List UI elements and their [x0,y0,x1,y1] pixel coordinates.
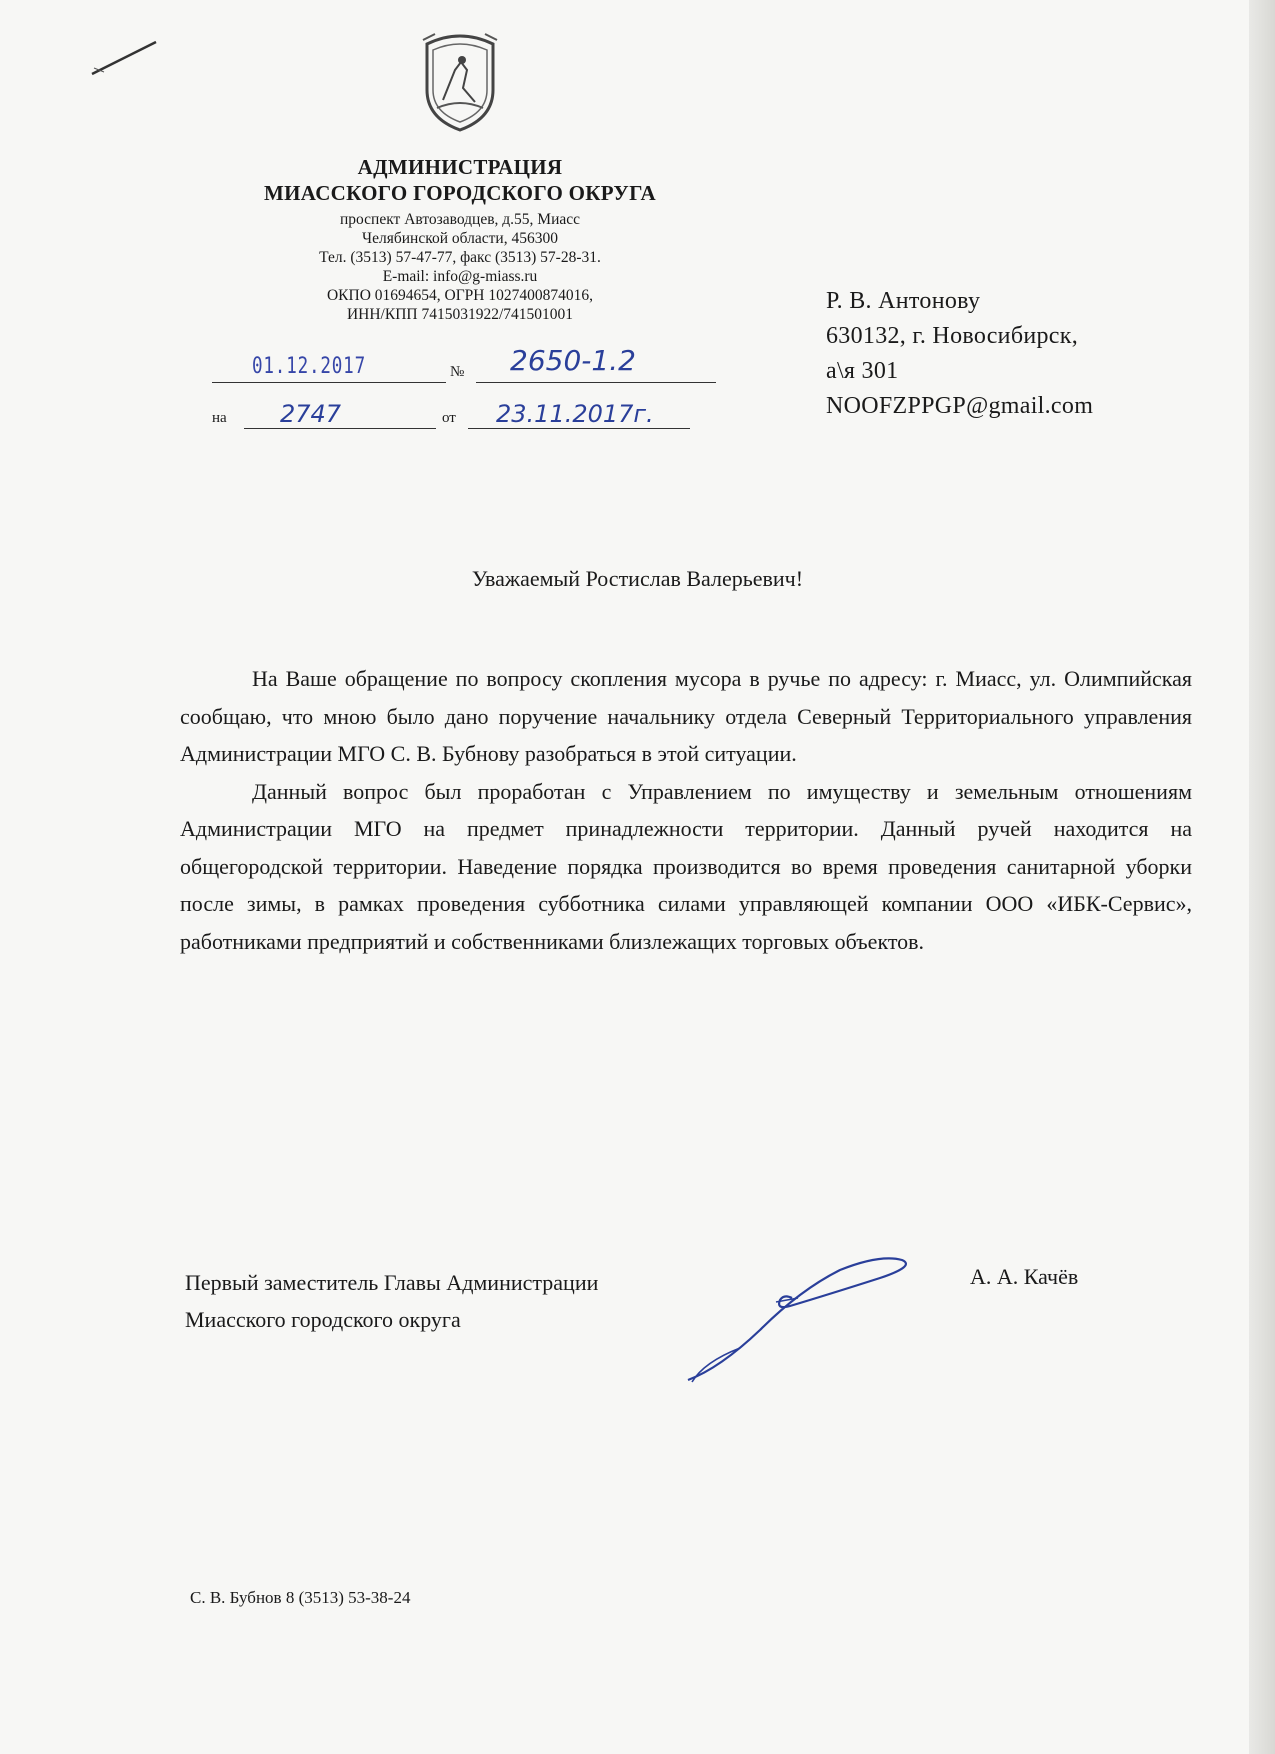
number-underline [476,382,716,383]
salutation: Уважаемый Ростислав Валерьевич! [471,566,804,591]
body-paragraph: Данный вопрос был проработан с Управлением по имуществу и земельным отношениям Администрации МГО на предмет принадлежности территории. Данный ручей находится на общегородской территории. Наведение порядка производится во время проведения санитарной уборки после зимы, в рамках проведения субботника силами управляющей компании ООО «ИБК-Сервис», работниками предприятий и собственниками близлежащих торговых объектов. [180,778,1192,954]
executor-contact: С. В. Бубнов 8 (3513) 53-38-24 [190,1588,411,1607]
letterhead [180,30,740,324]
ref-date: 23.11.2017г. [496,400,654,428]
body-paragraph: На Ваше обращение по вопросу скопления мусора в ручье по адресу: г. Миасс, ул. Олимпийская сообщаю, что мною было дано поручение начальнику отдела Северный Территориального управления Администрации МГО С. В. Бубнову разобраться в этой ситуации. [180,666,1192,766]
email-line: E-mail: info@g-miass.ru [382,268,538,285]
date-stamp: 01.12.2017 [252,354,366,379]
signatory-position [185,1264,598,1338]
coat-of-arms-icon [415,30,505,134]
number-label: № [450,364,465,380]
number-value: 2650-1.2 [510,344,636,377]
date-underline [212,382,446,383]
recipient-email: NOOFZPPGP@gmail.com [826,393,1094,419]
recipient-address: 630132, г. Новосибирск, [826,323,1078,349]
position-line1: Первый заместитель Главы Администрации [185,1270,599,1295]
recipient-block [826,284,1093,424]
address-line: проспект Автозаводцев, д.55, Миасс [339,211,581,228]
phone-line: Тел. (3513) 57-47-77, факс (3513) 57-28-31. [319,249,601,266]
position-line2: Миасского городского округа [185,1307,461,1332]
letter-body [180,660,1192,960]
inn-line: ИНН/КПП 7415031922/741501001 [346,306,574,323]
ref-number: 2747 [280,400,342,428]
recipient-po-box: а\я 301 [826,358,899,384]
scan-edge [1249,0,1275,1754]
okpo-line: ОКПО 01694654, ОГРН 1027400874016, [326,287,593,304]
ref-number-underline [244,428,436,429]
ref-date-label: от [442,410,456,426]
org-name-line2: МИАССКОГО ГОРОДСКОГО ОКРУГА [264,181,656,205]
ref-label: на [212,410,227,426]
address-line: Челябинской области, 456300 [362,230,558,247]
ref-date-underline [468,428,690,429]
org-name-line1: АДМИНИСТРАЦИЯ [357,155,563,179]
handwritten-signature [680,1250,920,1390]
pen-stroke-mark [90,38,160,78]
recipient-name: Р. В. Антонову [826,288,981,314]
signatory-name: А. А. Качёв [970,1264,1079,1289]
